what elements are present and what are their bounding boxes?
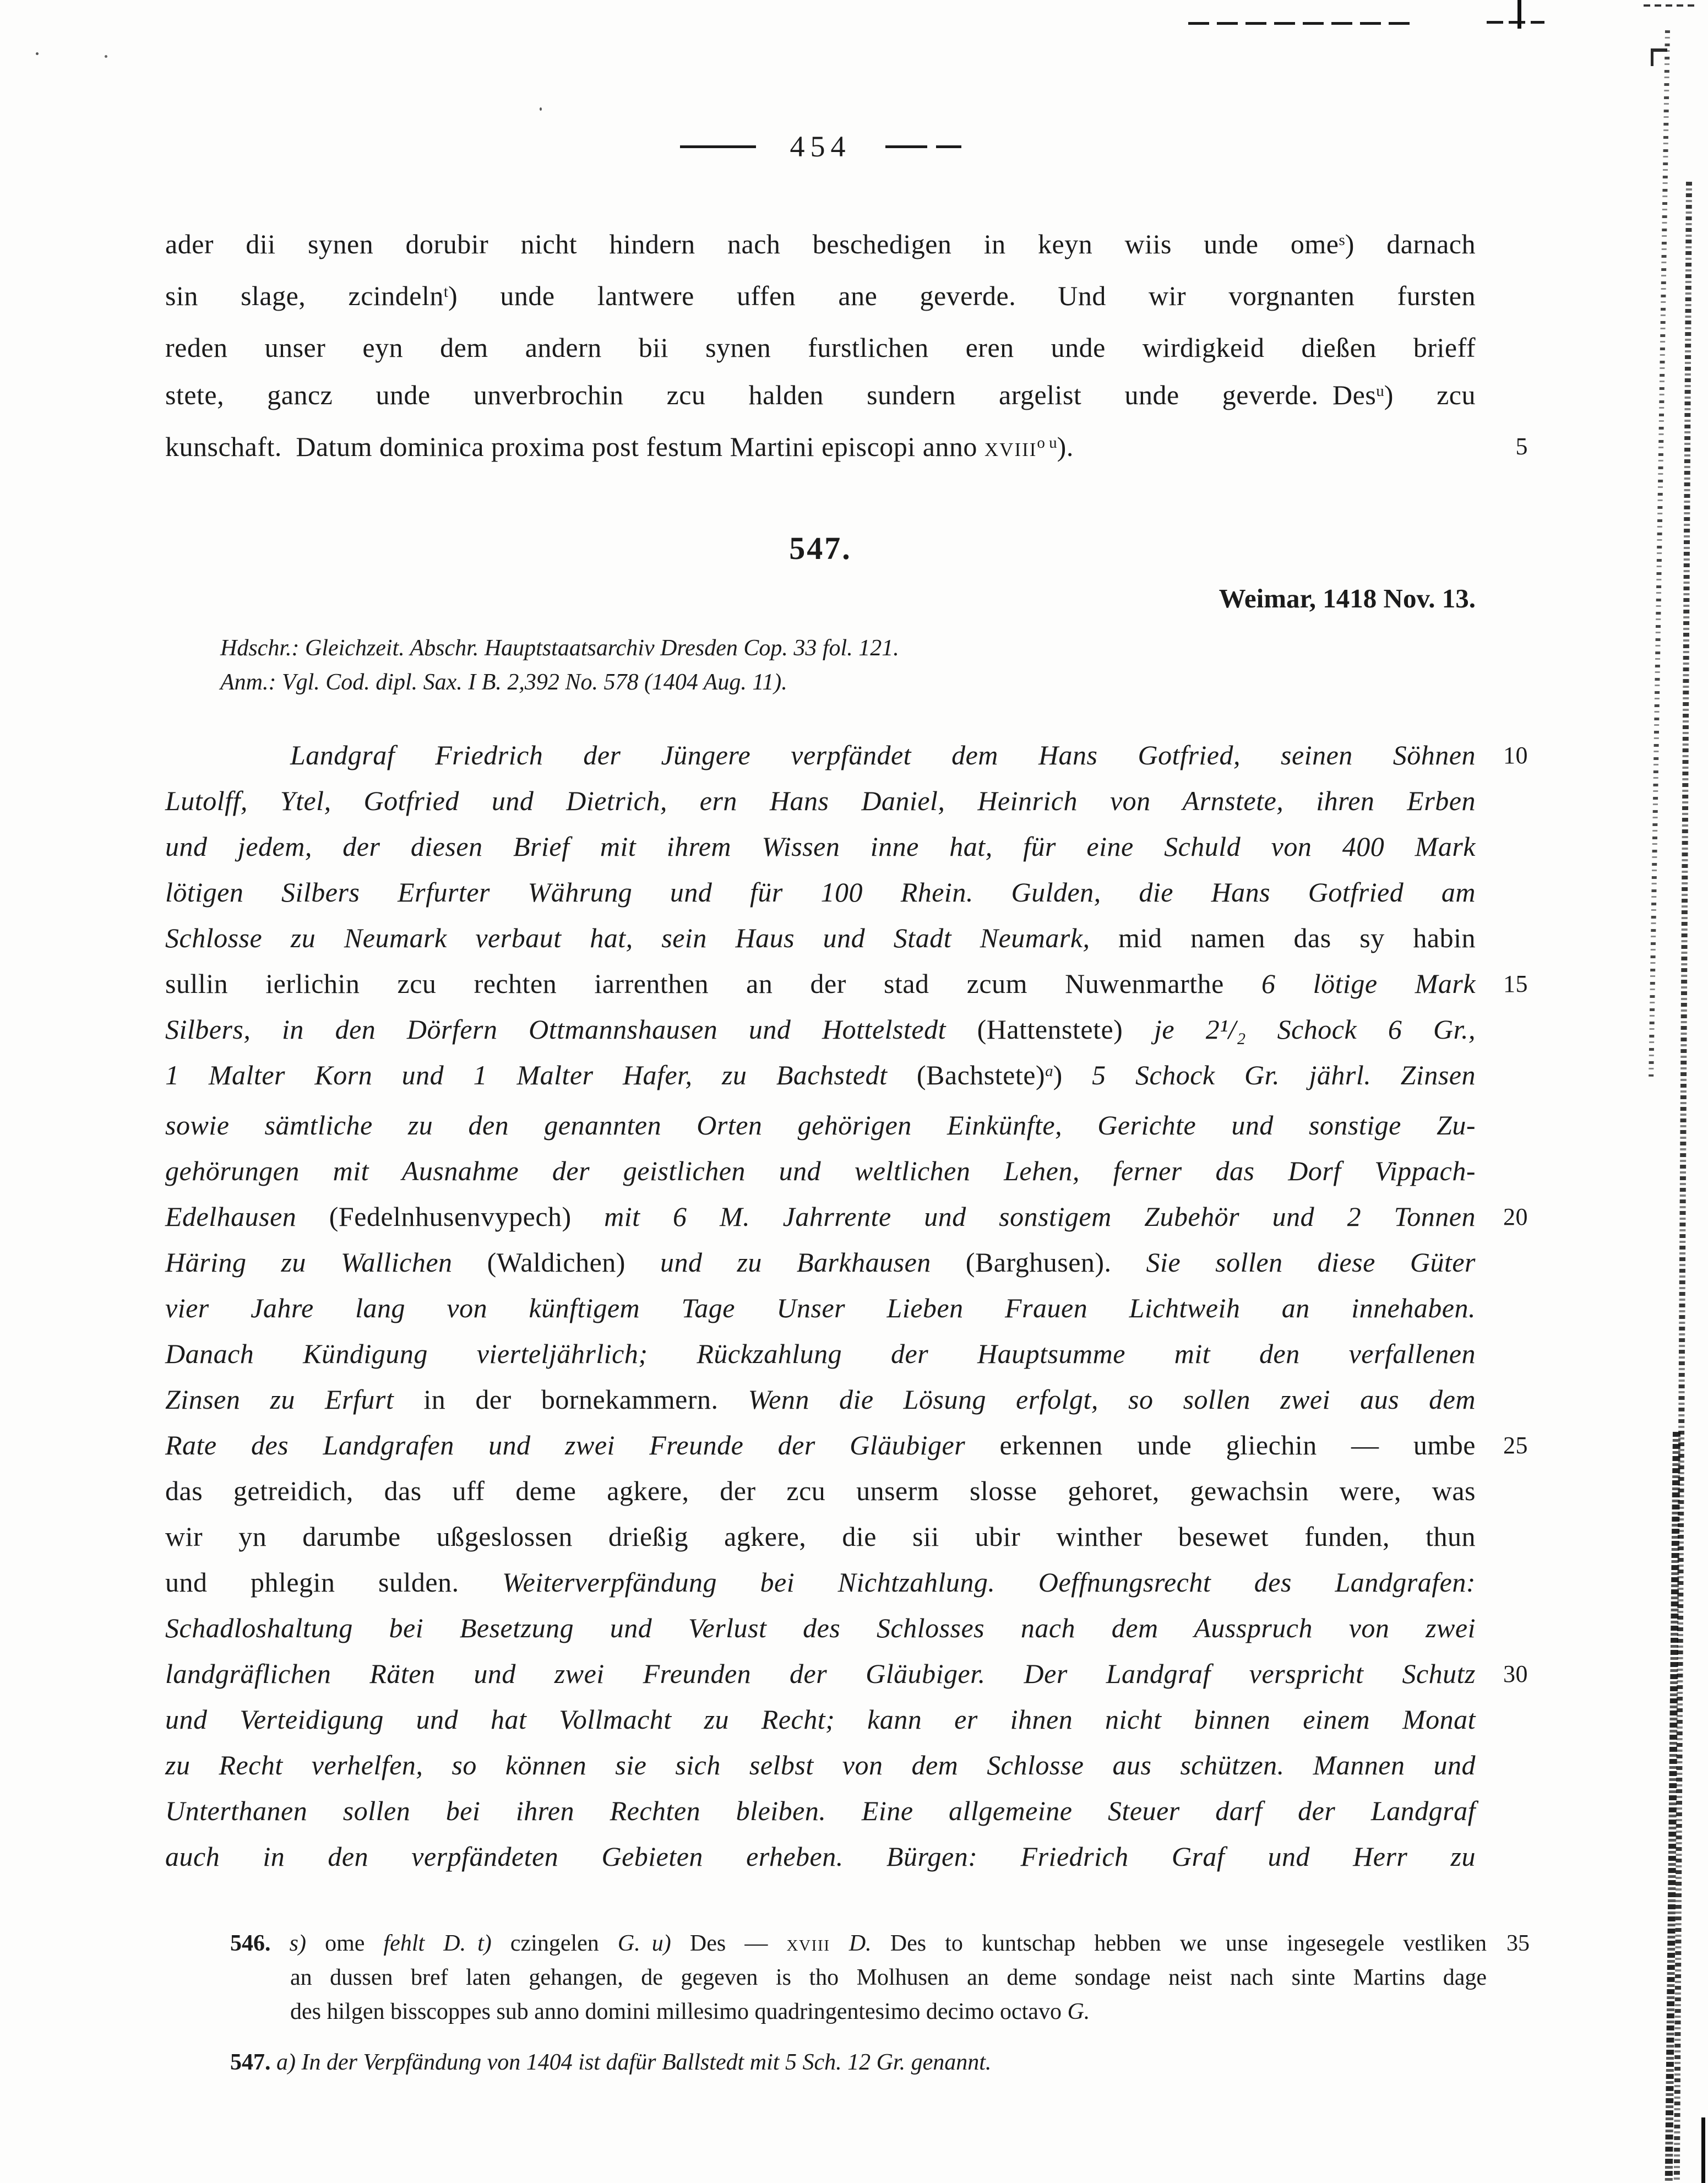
text-segment: landgräflichen Räten und zwei Freunden der Gläubiger. Der Landgraf verspricht Schutz [165, 1658, 1476, 1689]
text-segment: und zu Barkhausen [625, 1247, 966, 1278]
text-segment: a) In der Verpfändung von 1404 ist dafür Ballstedt mit 5 Sch. 12 Gr. genannt. [276, 2050, 992, 2075]
text-line [165, 778, 1476, 824]
text-segment: und Verteidigung und hat Vollmacht zu Recht; kann er ihnen nicht binnen einem Monat [165, 1704, 1476, 1735]
margin-line-number: 15 [1503, 970, 1528, 997]
text-segment: stete, gancz unde unverbrochin zcu halden sundern argelist unde geverde. Des [165, 379, 1377, 410]
text-segment: (Bachstete) [916, 1060, 1046, 1090]
page-number: 454 [790, 130, 851, 163]
text-line [165, 915, 1476, 961]
text-segment: 6 lötige Mark [1261, 968, 1476, 999]
text-segment: (Waldichen) [487, 1247, 625, 1278]
text-segment: Wenn die Lösung erfolgt, so sollen zwei aus dem [718, 1384, 1476, 1415]
text-segment: auch in den verpfändeten Gebieten erheben. Bürgen: Friedrich Graf und Herr zu [165, 1841, 1476, 1872]
text-line [230, 2045, 1487, 2079]
text-line [165, 1194, 1528, 1240]
header-rule-right [885, 145, 961, 148]
source-note-anm: Anm.: Vgl. Cod. dipl. Sax. I B. 2,392 No. 578 (1404 Aug. 11). [220, 670, 787, 695]
text-segment: Schadloshaltung bei Besetzung und Verlust des Schlosses nach dem Ausspruch von zwei [165, 1612, 1476, 1643]
text-line [165, 961, 1528, 1007]
entry-number-heading: 547. [789, 530, 852, 566]
text-segment: lötigen Silbers Erfurter Währung und für 100 Rhein. Gulden, die Hans Gotfried am [165, 877, 1476, 908]
text-segment: o u [1037, 433, 1057, 452]
text-line [165, 1240, 1476, 1285]
text-segment: Des — [671, 1931, 787, 1956]
text-segment: mid namen das sy habin [1118, 922, 1476, 953]
text-line [230, 1961, 1487, 1995]
text-line [165, 324, 1476, 371]
text-segment: t [443, 283, 448, 301]
text-segment: Silbers, in den Dörfern Ottmannshausen und Hottelstedt [165, 1014, 977, 1045]
text-segment: xviii [984, 431, 1037, 462]
text-segment: (Hattenstete) [977, 1014, 1123, 1045]
header-rule-left [680, 145, 756, 148]
text-line [165, 1651, 1528, 1697]
text-line [165, 1468, 1476, 1514]
text-line [165, 1331, 1476, 1377]
text-line [165, 824, 1476, 870]
text-segment: kunschaft. Datum dominica proxima post festum Martini episcopi anno [165, 431, 984, 462]
scan-artifact-dot-2 [105, 55, 107, 58]
scan-artifact-top-dashed-line [1188, 22, 1411, 25]
text-line [165, 1742, 1476, 1788]
text-segment: s) [289, 1931, 306, 1956]
text-segment: Danach Kündigung vierteljährlich; Rückzahlung der Hauptsumme mit den verfallenen [165, 1338, 1476, 1369]
text-segment: ome [306, 1931, 384, 1956]
regest-paragraph [165, 732, 1528, 1880]
margin-line-number: 30 [1503, 1660, 1528, 1687]
text-line [165, 732, 1528, 778]
text-line [165, 272, 1476, 324]
text-segment [271, 2050, 277, 2075]
text-line [165, 1514, 1476, 1560]
text-segment: in der bornekammern. [423, 1384, 719, 1415]
scan-artifact-top-dash-segment [1487, 21, 1544, 24]
text-segment: Zinsen zu Erfurt [165, 1384, 424, 1415]
text-segment: erkennen unde gliechin — umbe [999, 1430, 1476, 1460]
text-line [165, 1052, 1476, 1103]
text-segment: Unterthanen sollen bei ihren Rechten bleiben. Eine allgemeine Steuer darf der Landgraf [165, 1795, 1476, 1826]
text-line [165, 1560, 1476, 1605]
text-segment: G. [617, 1931, 640, 1956]
text-segment: und jedem, der diesen Brief mit ihrem Wissen inne hat, für eine Schuld von 400 Mark [165, 831, 1476, 862]
source-notes [220, 631, 1377, 699]
text-segment: u) [651, 1931, 671, 1956]
text-segment: (Fedelnhusenvypech) [329, 1201, 572, 1232]
text-segment: Des to kuntschap hebben we unse ingesegele vestliken [871, 1931, 1487, 1956]
scan-artifact-noise-band-2 [1674, 182, 1692, 2181]
text-segment: des hilgen bisscoppes sub anno domini millesimo quadringentesimo decimo octavo [290, 1999, 1068, 2024]
text-segment: ) zcu [1384, 379, 1476, 410]
paragraph-546-continuation [165, 220, 1528, 475]
text-segment: G. [1067, 1999, 1090, 2024]
source-note-hdschr: Hdschr.: Gleichzeit. Abschr. Hauptstaatsarchiv Dresden Cop. 33 fol. 121. [220, 636, 899, 661]
text-line [165, 1285, 1476, 1331]
page-header [165, 123, 1476, 170]
text-segment: 1 Malter Korn und 1 Malter Hafer, zu Bachstedt [165, 1060, 917, 1090]
text-segment: ) darnach [1345, 229, 1476, 259]
text-segment: czingelen [491, 1931, 618, 1956]
text-segment: D. [848, 1931, 872, 1956]
text-segment: u [1376, 382, 1384, 400]
text-line [165, 1697, 1476, 1742]
scan-artifact-bottom-right-line [1701, 2117, 1705, 2183]
scan-artifact-noise-band-3 [1665, 1432, 1680, 2181]
text-segment: Edelhausen [165, 1201, 329, 1232]
text-segment: Weiterverpfändung bei Nichtzahlung. Oeffnungsrecht des Landgrafen: [502, 1567, 1476, 1598]
text-line [230, 1926, 1530, 1961]
text-segment: vier Jahre lang von künftigem Tage Unser Lieben Frauen Lichtweih an innehaben. [165, 1293, 1476, 1323]
text-segment: (Barghusen). [965, 1247, 1112, 1278]
text-line [165, 220, 1476, 272]
text-line [230, 1995, 1487, 2029]
text-segment: 5 Schock Gr. jährl. Zinsen [1092, 1060, 1476, 1090]
margin-line-number: 25 [1503, 1432, 1528, 1459]
text-line [165, 1148, 1476, 1194]
text-segment: gehörungen mit Ausnahme der geistlichen und weltlichen Lehen, ferner das Dorf Vippach- [165, 1155, 1476, 1186]
text-segment: xviii [786, 1931, 830, 1956]
text-segment: ). [1057, 431, 1074, 462]
text-segment: Sie sollen diese Güter [1111, 1247, 1476, 1278]
text-segment: sin slage, zcindeln [165, 280, 444, 311]
text-segment: und phlegin sulden. [165, 1567, 503, 1598]
scan-artifact-dot-3 [540, 107, 542, 111]
text-segment: Rate des Landgrafen und zwei Freunde der Gläubiger [165, 1430, 1000, 1460]
text-segment: Landgraf Friedrich der Jüngere verpfändet dem Hans Gotfried, seinen Söhnen [290, 740, 1476, 770]
margin-line-number: 5 [1515, 433, 1528, 460]
text-segment: Häring zu Wallichen [165, 1247, 487, 1278]
footnote-546 [230, 1926, 1530, 2029]
margin-line-number: 35 [1506, 1931, 1530, 1956]
text-segment: s [1339, 231, 1345, 249]
text-segment: 546. [230, 1931, 271, 1956]
text-segment: wir yn darumbe ußgeslossen drießig agkere, die sii ubir winther besewet funden, thun [165, 1521, 1476, 1552]
text-segment: sowie sämtliche zu den genannten Orten gehörigen Einkünfte, Gerichte und sonstige Zu- [165, 1110, 1476, 1141]
text-segment: ) [1053, 1060, 1092, 1090]
text-segment: t) [477, 1931, 492, 1956]
scan-artifact-noise-band-1 [1649, 30, 1670, 1077]
text-segment: ) unde lantwere uffen ane geverde. Und wir vorgnanten fursten [448, 280, 1476, 311]
text-segment: das getreidich, das uff deme agkere, der zcu unserm slosse gehoret, gewachsin were, was [165, 1475, 1476, 1506]
scan-artifact-edge-dashes [1644, 4, 1696, 7]
margin-line-number: 20 [1503, 1203, 1528, 1230]
text-line [165, 1103, 1476, 1148]
entry-dateline: Weimar, 1418 Nov. 13. [1219, 583, 1476, 613]
margin-line-number: 10 [1503, 742, 1528, 769]
scan-artifact-corner-mark-v [1651, 48, 1653, 66]
footnote-547 [230, 2045, 1487, 2079]
text-line [165, 1605, 1476, 1651]
text-segment: sullin ierlichin zcu rechten iarrenthen an der stad zcum Nuwenmarthe [165, 968, 1262, 999]
scan-artifact-dot-1 [36, 52, 39, 55]
text-segment: mit 6 M. Jahrrente und sonstigem Zubehör und 2 Tonnen [571, 1201, 1476, 1232]
text-line [165, 1422, 1528, 1468]
scan-artifact-top-vertical-line [1517, 0, 1521, 29]
text-segment: Schlosse zu Neumark verbaut hat, sein Haus und Stadt Neumark, [165, 922, 1119, 953]
text-segment [830, 1931, 849, 1956]
text-segment: reden unser eyn dem andern bii synen furstlichen eren unde wirdigkeid dießen brieff [165, 332, 1476, 363]
text-line [165, 1834, 1476, 1880]
scan-artifact-corner-mark-h [1651, 48, 1667, 52]
text-segment: zu Recht verhelfen, so können sie sich selbst von dem Schlosse aus schützen. Mannen und [165, 1750, 1476, 1780]
text-line [165, 1377, 1476, 1422]
text-segment: fehlt D. [383, 1931, 466, 1956]
text-segment: an dussen bref laten gehangen, de gegeven is tho Molhusen an deme sondage neist nach sinte Martins dage [290, 1965, 1487, 1990]
text-segment: je 2¹/₂ Schock 6 Gr., [1123, 1014, 1476, 1045]
text-line [165, 423, 1528, 475]
text-line [165, 1007, 1476, 1052]
text-segment: a [1045, 1062, 1053, 1080]
text-segment [271, 1931, 290, 1956]
text-line [165, 1788, 1476, 1834]
text-segment [640, 1931, 652, 1956]
text-line [165, 870, 1476, 915]
text-segment [466, 1931, 477, 1956]
text-segment: 547. [230, 2050, 271, 2075]
text-segment: Lutolff, Ytel, Gotfried und Dietrich, ern Hans Daniel, Heinrich von Arnstete, ihren Erben [165, 785, 1476, 816]
text-segment: ader dii synen dorubir nicht hindern nach beschedigen in keyn wiis unde ome [165, 229, 1339, 259]
text-line [165, 371, 1476, 423]
